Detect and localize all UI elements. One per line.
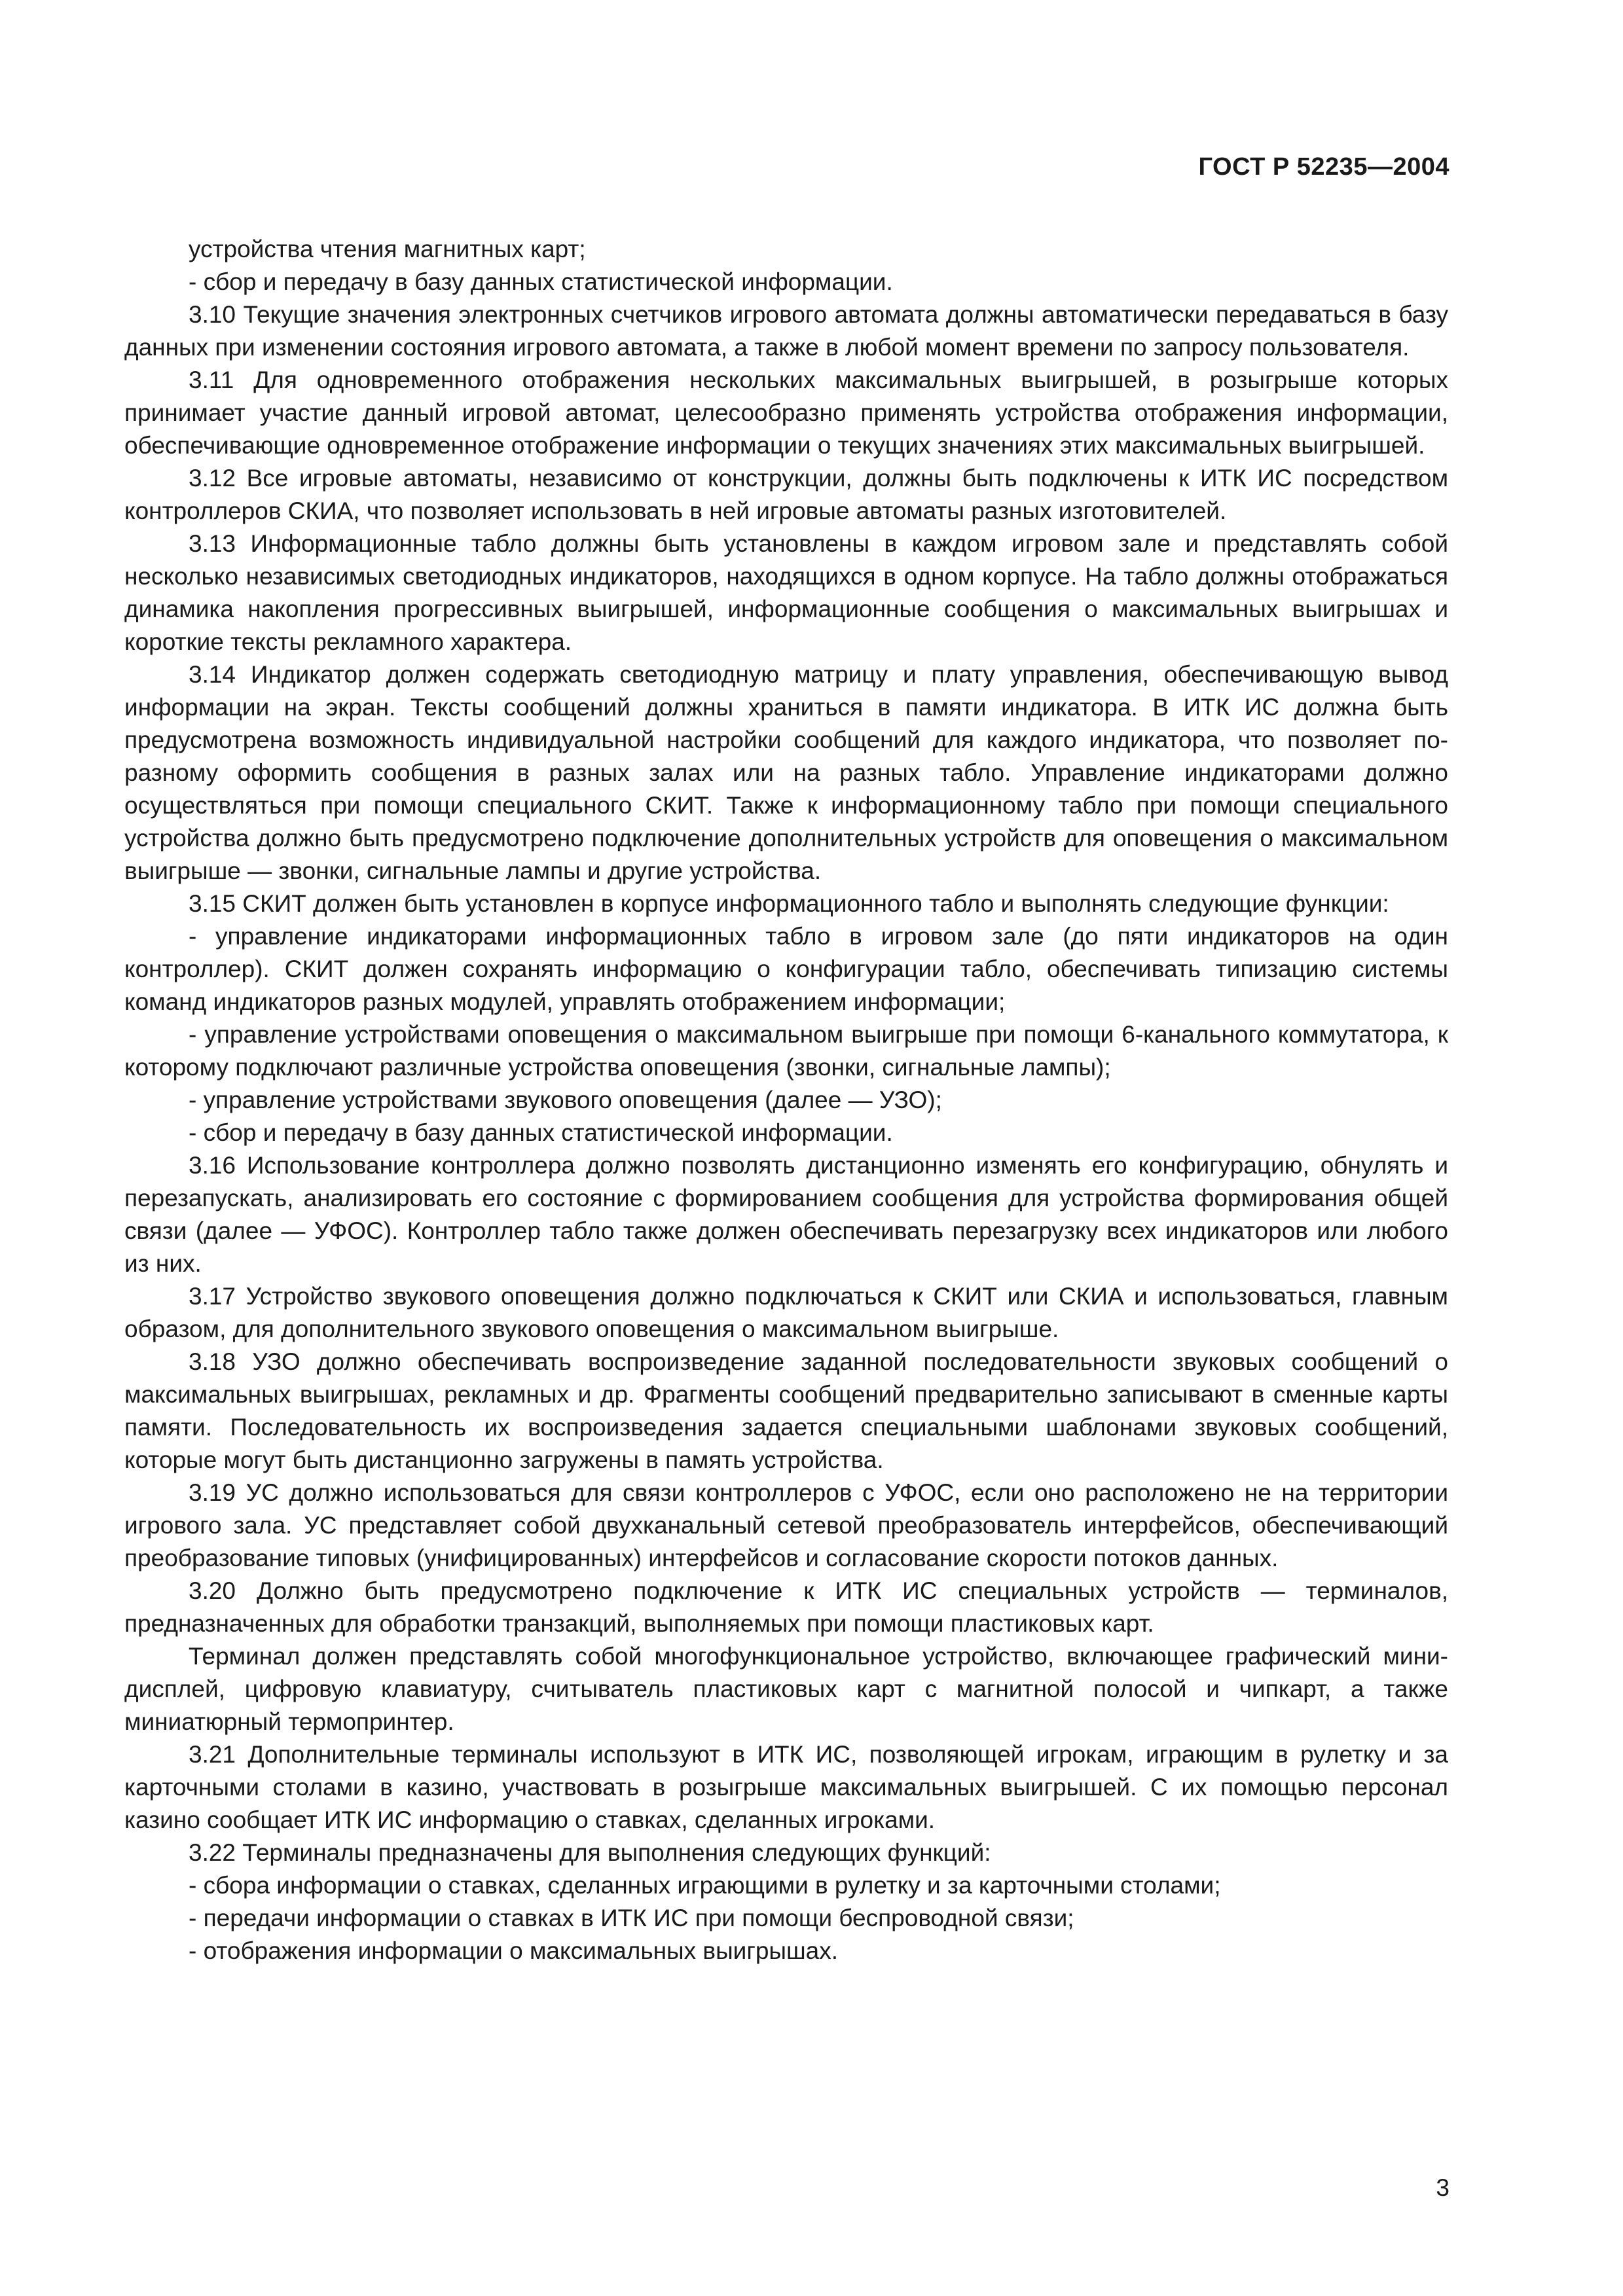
document-body bbox=[124, 233, 1448, 1967]
list-item: - сбора информации о ставках, сделанных играющими в рулетку и за карточными столами; bbox=[189, 1872, 1221, 1899]
clause-3-21: 3.21 Дополнительные терминалы используют в ИТК ИС, позволяющей игрокам, играющим в рулетку и за карточными столами в казино, участвовать в розыгрыше максимальных выигрышей. С их помощью персонал казино сообщает ИТК ИС информацию о ставках, сделанных игроками. bbox=[124, 1741, 1448, 1833]
list-item: - сбор и передачу в базу данных статистической информации. bbox=[189, 268, 893, 295]
clause-3-15: 3.15 СКИТ должен быть установлен в корпусе информационного табло и выполнять следующие функции: bbox=[189, 890, 1389, 917]
page-number: 3 bbox=[1436, 2174, 1450, 2201]
list-item: - сбор и передачу в базу данных статистической информации. bbox=[189, 1119, 893, 1146]
clause-3-12: 3.12 Все игровые автоматы, независимо от конструкции, должны быть подключены к ИТК ИС посредством контроллеров СКИА, что позволяет использовать в ней игровые автоматы разных изготовителей. bbox=[124, 465, 1448, 524]
document-standard-id: ГОСТ Р 52235—2004 bbox=[1198, 153, 1450, 181]
list-item: - отображения информации о максимальных выигрышах. bbox=[189, 1937, 839, 1964]
paragraph-continuation: устройства чтения магнитных карт; bbox=[189, 236, 586, 262]
clause-3-20: 3.20 Должно быть предусмотрено подключение к ИТК ИС специальных устройств — терминалов, предназначенных для обработки транзакций, выполняемых при помощи пластиковых карт. bbox=[124, 1577, 1448, 1637]
paragraph-terminal-description: Терминал должен представлять собой многофункциональное устройство, включающее графический мини-дисплей, цифровую клавиатуру, считыватель пластиковых карт с магнитной полосой и чипкарт, а также миниатюрный термопринтер. bbox=[124, 1643, 1448, 1735]
clause-3-17: 3.17 Устройство звукового оповещения должно подключаться к СКИТ или СКИА и использоваться, главным образом, для дополнительного звукового оповещения о максимальном выигрыше. bbox=[124, 1283, 1448, 1342]
list-item: - управление устройствами звукового оповещения (далее — УЗО); bbox=[189, 1086, 942, 1113]
clause-3-10: 3.10 Текущие значения электронных счетчиков игрового автомата должны автоматически передаваться в базу данных при изменении состояния игрового автомата, а также в любой момент времени по запросу пользователя. bbox=[124, 301, 1448, 361]
clause-3-13: 3.13 Информационные табло должны быть установлены в каждом игровом зале и представлять собой несколько независимых светодиодных индикаторов, находящихся в одном корпусе. На табло должны отображаться динамика накопления прогрессивных выигрышей, информационные сообщения о максимальных выигрышах и короткие тексты рекламного характера. bbox=[124, 530, 1448, 655]
clause-3-22: 3.22 Терминалы предназначены для выполнения следующих функций: bbox=[189, 1839, 991, 1866]
list-item: - управление устройствами оповещения о максимальном выигрыше при помощи 6-канального коммутатора, к которому подключают различные устройства оповещения (звонки, сигнальные лампы); bbox=[124, 1021, 1448, 1081]
clause-3-14: 3.14 Индикатор должен содержать светодиодную матрицу и плату управления, обеспечивающую вывод информации на экран. Тексты сообщений должны храниться в памяти индикатора. В ИТК ИС должна быть предусмотрена возможность индивидуальной настройки сообщений для каждого индикатора, что позволяет по-разному оформить сообщения в разных залах или на разных табло. Управление индикаторами должно осуществляться при помощи специального СКИТ. Также к информационному табло при помощи специального устройства должно быть предусмотрено подключение дополнительных устройств для оповещения о максимальном выигрыше — звонки, сигнальные лампы и другие устройства. bbox=[124, 661, 1448, 884]
list-item: - передачи информации о ставках в ИТК ИС при помощи беспроводной связи; bbox=[189, 1905, 1074, 1931]
clause-3-11: 3.11 Для одновременного отображения нескольких максимальных выигрышей, в розыгрыше которых принимает участие данный игровой автомат, целесообразно применять устройства отображения информации, обеспечивающие одновременное отображение информации о текущих значениях этих максимальных выигрышей. bbox=[124, 367, 1448, 459]
list-item: - управление индикаторами информационных табло в игровом зале (до пяти индикаторов на один контроллер). СКИТ должен сохранять информацию о конфигурации табло, обеспечивать типизацию системы команд индикаторов разных модулей, управлять отображением информации; bbox=[124, 923, 1448, 1015]
clause-3-18: 3.18 УЗО должно обеспечивать воспроизведение заданной последовательности звуковых сообщений о максимальных выигрышах, рекламных и др. Фрагменты сообщений предварительно записывают в сменные карты памяти. Последовательность их воспроизведения задается специальными шаблонами звуковых сообщений, которые могут быть дистанционно загружены в память устройства. bbox=[124, 1348, 1448, 1473]
clause-3-16: 3.16 Использование контроллера должно позволять дистанционно изменять его конфигурацию, обнулять и перезапускать, анализировать его состояние с формированием сообщения для устройства формирования общей связи (далее — УФОС). Контроллер табло также должен обеспечивать перезагрузку всех индикаторов или любого из них. bbox=[124, 1152, 1448, 1277]
clause-3-19: 3.19 УС должно использоваться для связи контроллеров с УФОС, если оно расположено не на территории игрового зала. УС представляет собой двухканальный сетевой преобразователь интерфейсов, обеспечивающий преобразование типовых (унифицированных) интерфейсов и согласование скорости потоков данных. bbox=[124, 1479, 1448, 1571]
